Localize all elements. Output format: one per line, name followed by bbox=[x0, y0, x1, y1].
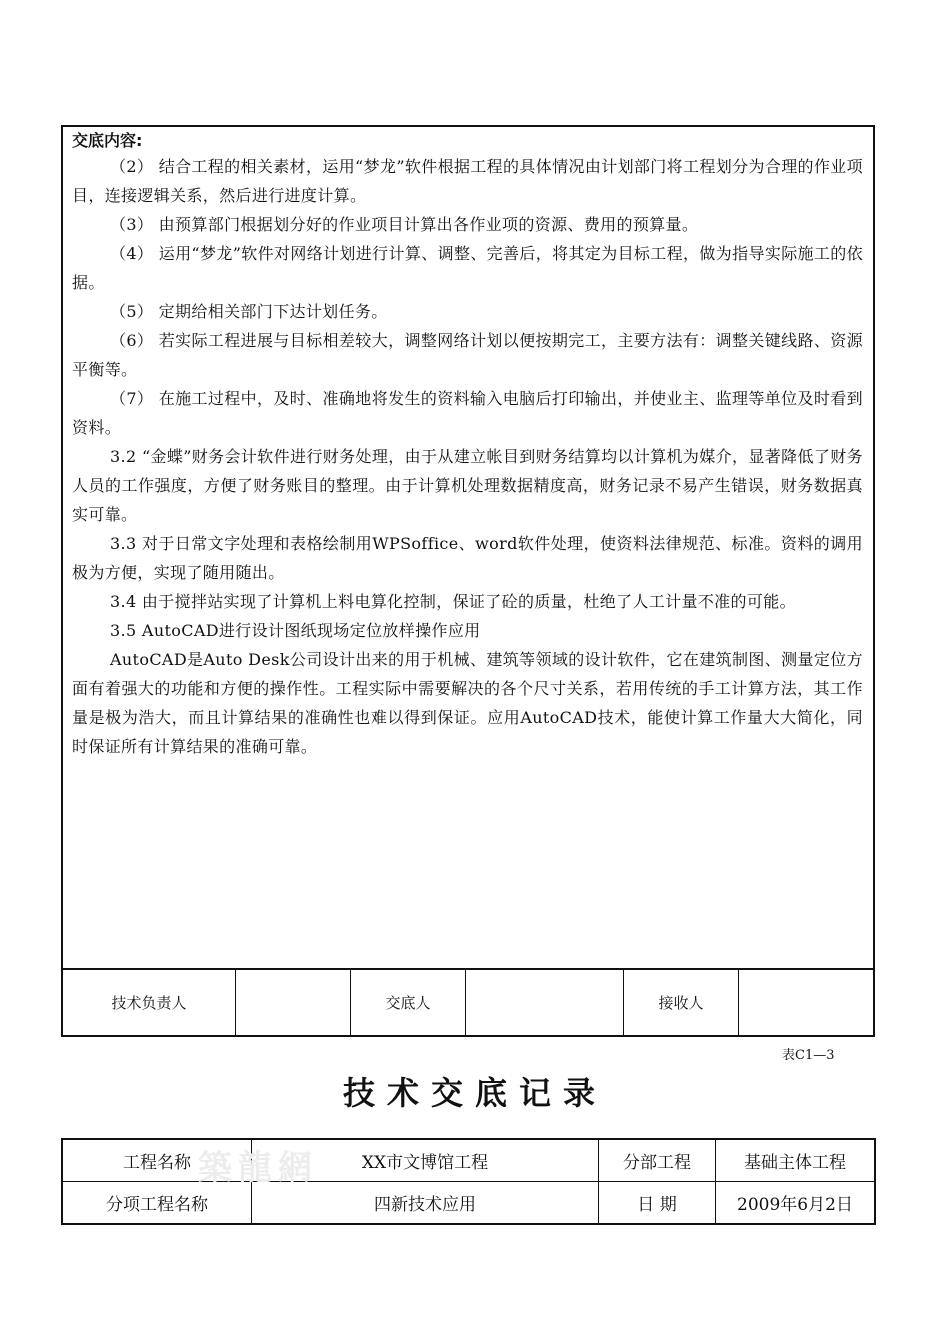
document-title: 技术交底记录 bbox=[342, 1074, 607, 1112]
discloser-signature-field[interactable] bbox=[466, 970, 624, 1035]
paragraph-2: （2） 结合工程的相关素材，运用“梦龙”软件根据工程的具体情况由计划部门将工程划分为合理的作业项目，连接逻辑关系，然后进行进度计算。 bbox=[72, 157, 863, 205]
paragraph-3-5: 3.5 AutoCAD进行设计图纸现场定位放样操作应用 bbox=[110, 621, 481, 640]
paragraph-3: （3） 由预算部门根据划分好的作业项目计算出各作业项的资源、费用的预算量。 bbox=[110, 215, 699, 234]
form-number: 表C1—3 bbox=[782, 1048, 835, 1063]
paragraph-5: （5） 定期给相关部门下达计划任务。 bbox=[110, 302, 388, 321]
disclosure-heading: 交底内容: bbox=[72, 131, 143, 150]
paragraph-3-2: 3.2 “金蝶”财务会计软件进行财务处理，由于从建立帐目到财务结算均以计算机为媒介，显著降低了财务人员的工作强度，方便了财务账目的整理。由于计算机处理数据精度高，财务记录不易产生错误，财务数据真实可靠。 bbox=[72, 447, 863, 524]
disclosure-content bbox=[63, 127, 873, 973]
discloser-label: 交底人 bbox=[351, 970, 466, 1035]
receiver-label: 接收人 bbox=[624, 970, 739, 1035]
watermark: 築龍網 bbox=[198, 1148, 318, 1188]
paragraph-7: （7） 在施工过程中，及时、准确地将发生的资料输入电脑后打印输出，并使业主、监理等单位及时看到资料。 bbox=[72, 389, 863, 437]
project-name-label: 工程名称 bbox=[62, 1139, 252, 1182]
division-label: 分部工程 bbox=[599, 1139, 716, 1182]
paragraph-3-4: 3.4 由于搅拌站实现了计算机上料电算化控制，保证了砼的质量，杜绝了人工计量不准的可能。 bbox=[110, 592, 796, 611]
division-value: 基础主体工程 bbox=[716, 1139, 876, 1182]
table-row bbox=[62, 1139, 875, 1182]
paragraph-autocad: AutoCAD是Auto Desk公司设计出来的用于机械、建筑等领域的设计软件，它在建筑制图、测量定位方面有着强大的功能和方便的操作性。工程实际中需要解决的各个尺寸关系，若用传统的手工计算方法，其工作量是极为浩大，而且计算结果的准确性也难以得到保证。应用AutoCAD技术，能使计算工作量大大简化，同时保证所有计算结果的准确可靠。 bbox=[72, 650, 863, 756]
paragraph-6: （6） 若实际工程进展与目标相差较大，调整网络计划以便按期完工，主要方法有：调整关键线路、资源平衡等。 bbox=[72, 331, 863, 379]
tech-lead-signature-field[interactable] bbox=[236, 970, 351, 1035]
subitem-label: 分项工程名称 bbox=[62, 1182, 252, 1225]
paragraph-4: （4） 运用“梦龙”软件对网络计划进行计算、调整、完善后，将其定为目标工程，做为指导实际施工的依据。 bbox=[72, 244, 863, 292]
tech-lead-label: 技术负责人 bbox=[63, 970, 236, 1035]
date-label: 日 期 bbox=[599, 1182, 716, 1225]
project-name-value: XX市文博馆工程 bbox=[252, 1139, 599, 1182]
subitem-value: 四新技术应用 bbox=[252, 1182, 599, 1225]
project-info-table bbox=[61, 1138, 876, 1225]
date-value: 2009年6月2日 bbox=[716, 1182, 876, 1225]
table-row bbox=[62, 1182, 875, 1225]
paragraph-3-3: 3.3 对于日常文字处理和表格绘制用WPSoffice、word软件处理，使资料法律规范、标准。资料的调用极为方便，实现了随用随出。 bbox=[72, 534, 863, 582]
disclosure-record-frame bbox=[61, 125, 875, 1037]
signature-row bbox=[63, 968, 873, 1035]
receiver-signature-field[interactable] bbox=[739, 970, 873, 1035]
